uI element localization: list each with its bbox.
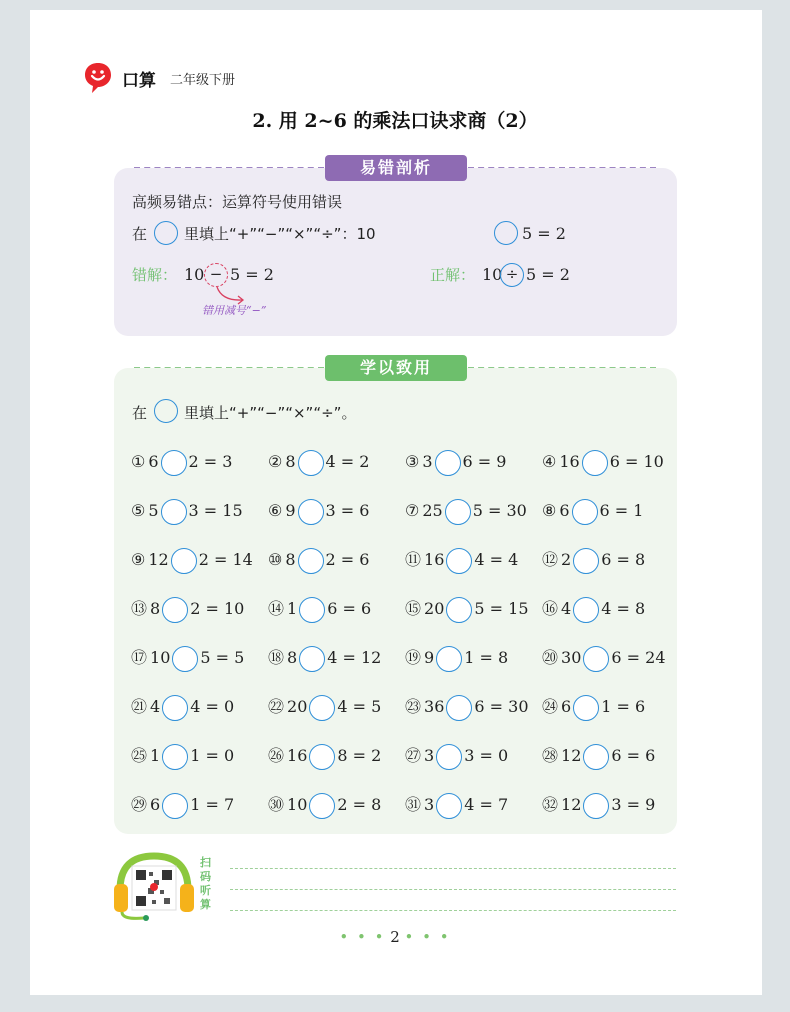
- problem-left-operand: 16: [559, 452, 580, 471]
- answer-circle[interactable]: [171, 548, 197, 574]
- problem-item: [405, 498, 527, 524]
- problem-number: ⑪: [405, 550, 422, 569]
- problem-item: [542, 596, 645, 622]
- problem-item: [268, 449, 369, 475]
- problem-number: ④: [542, 452, 557, 471]
- problem-right-side: 6 = 6: [327, 599, 372, 618]
- problem-number: ㉔: [542, 697, 559, 716]
- problem-left-operand: 10: [150, 648, 171, 667]
- answer-circle[interactable]: [298, 450, 324, 476]
- problem-left-operand: 3: [422, 452, 433, 471]
- wrong-left: 10: [184, 265, 205, 284]
- problem-left-operand: 16: [424, 550, 445, 569]
- practice-tag: 学以致用: [325, 355, 467, 381]
- answer-circle[interactable]: [162, 744, 188, 770]
- book-title: 口算: [122, 70, 156, 91]
- writing-line: [230, 868, 676, 869]
- answer-circle[interactable]: [572, 499, 598, 525]
- problem-item: [542, 449, 664, 475]
- lesson-title: 2. 用 2~6 的乘法口诀求商（2）: [252, 110, 538, 132]
- problem-right-side: 1 = 6: [601, 697, 646, 716]
- problem-right-side: 2 = 6: [325, 550, 370, 569]
- problem-left-operand: 3: [424, 746, 435, 765]
- problem-number: ㉘: [542, 746, 559, 765]
- problem-right-side: 2 = 8: [337, 795, 382, 814]
- problem-item: [542, 694, 645, 720]
- problem-item: [268, 694, 381, 720]
- problem-item: [268, 596, 371, 622]
- wrong-label: 错解：: [132, 266, 178, 284]
- problem-number: ⑦: [405, 501, 420, 520]
- problem-number: ㉕: [131, 746, 148, 765]
- problem-item: [131, 547, 253, 573]
- problem-left-operand: 12: [148, 550, 169, 569]
- problem-item: [405, 596, 529, 622]
- smiley-logo-icon: [84, 62, 112, 94]
- problem-right-side: 6 = 1: [599, 501, 644, 520]
- answer-circle[interactable]: [583, 646, 609, 672]
- problem-item: [405, 547, 518, 573]
- answer-circle[interactable]: [583, 793, 609, 819]
- answer-circle[interactable]: [309, 793, 335, 819]
- problem-right-side: 4 = 8: [601, 599, 646, 618]
- problem-item: [542, 792, 655, 818]
- problem-number: ⑫: [542, 550, 559, 569]
- problem-number: ㉓: [405, 697, 422, 716]
- problem-left-operand: 6: [561, 697, 572, 716]
- problem-left-operand: 4: [561, 599, 572, 618]
- problem-item: [131, 449, 232, 475]
- problem-right-side: 6 = 30: [474, 697, 529, 716]
- problem-item: [268, 498, 369, 524]
- instruction-prefix: 在: [132, 225, 148, 243]
- problem-number: ㉙: [131, 795, 148, 814]
- problem-number: ⑧: [542, 501, 557, 520]
- page-number-value: 2: [390, 928, 400, 946]
- instruction-tail: 5 = 2: [522, 224, 566, 243]
- problem-right-side: 6 = 6: [611, 746, 656, 765]
- problem-right-side: 4 = 5: [337, 697, 382, 716]
- answer-circle[interactable]: [446, 548, 472, 574]
- wrong-op-circle: −: [204, 263, 228, 287]
- problem-right-side: 4 = 0: [190, 697, 235, 716]
- problem-item: [542, 498, 643, 524]
- problem-number: ⑥: [268, 501, 283, 520]
- answer-circle[interactable]: [309, 744, 335, 770]
- problem-item: [131, 596, 244, 622]
- problem-item: [405, 694, 529, 720]
- answer-circle[interactable]: [582, 450, 608, 476]
- problem-right-side: 3 = 15: [188, 501, 243, 520]
- problem-number: ③: [405, 452, 420, 471]
- answer-circle[interactable]: [162, 793, 188, 819]
- problem-left-operand: 1: [150, 746, 161, 765]
- problem-right-side: 3 = 0: [464, 746, 509, 765]
- error-point: 高频易错点：运算符号使用错误: [132, 193, 343, 211]
- problem-right-side: 8 = 2: [337, 746, 382, 765]
- problem-left-operand: 9: [285, 501, 296, 520]
- right-right: 5 = 2: [526, 265, 570, 284]
- problem-number: ②: [268, 452, 283, 471]
- problem-right-side: 5 = 15: [474, 599, 529, 618]
- problem-right-side: 3 = 9: [611, 795, 656, 814]
- problem-number: ⑩: [268, 550, 283, 569]
- answer-circle[interactable]: [436, 646, 462, 672]
- problem-right-side: 4 = 4: [474, 550, 519, 569]
- problem-item: [268, 743, 381, 769]
- writing-line: [230, 910, 676, 911]
- problem-number: ⑮: [405, 599, 422, 618]
- problem-number: ㉚: [268, 795, 285, 814]
- problem-left-operand: 6: [148, 452, 159, 471]
- problem-item: [131, 792, 234, 818]
- problem-number: ㉗: [405, 746, 422, 765]
- problem-left-operand: 20: [287, 697, 308, 716]
- problem-number: ⑲: [405, 648, 422, 667]
- problem-right-side: 2 = 14: [198, 550, 253, 569]
- problem-right-side: 1 = 8: [464, 648, 509, 667]
- problem-left-operand: 6: [150, 795, 161, 814]
- problem-right-side: 4 = 7: [464, 795, 509, 814]
- problem-right-side: 6 = 9: [462, 452, 507, 471]
- problem-number: ⑯: [542, 599, 559, 618]
- problem-item: [405, 743, 508, 769]
- problem-left-operand: 8: [285, 452, 296, 471]
- problem-left-operand: 1: [287, 599, 298, 618]
- problem-left-operand: 4: [150, 697, 161, 716]
- blank-circle[interactable]: [154, 399, 178, 423]
- answer-circle[interactable]: [162, 597, 188, 623]
- problem-number: ⑭: [268, 599, 285, 618]
- problem-right-side: 6 = 8: [601, 550, 646, 569]
- problem-item: [131, 694, 234, 720]
- problem-left-operand: 20: [424, 599, 445, 618]
- problem-number: ⑨: [131, 550, 146, 569]
- answer-circle[interactable]: [299, 646, 325, 672]
- answer-circle[interactable]: [309, 695, 335, 721]
- answer-circle[interactable]: [298, 499, 324, 525]
- grade-label: 二年级下册: [170, 72, 236, 88]
- answer-circle[interactable]: [436, 744, 462, 770]
- answer-circle[interactable]: [161, 499, 187, 525]
- problem-number: ⑳: [542, 648, 559, 667]
- problem-left-operand: 16: [287, 746, 308, 765]
- answer-circle[interactable]: [435, 450, 461, 476]
- problem-left-operand: 8: [285, 550, 296, 569]
- answer-circle[interactable]: [446, 597, 472, 623]
- problem-left-operand: 12: [561, 746, 582, 765]
- answer-circle[interactable]: [573, 548, 599, 574]
- problem-item: [131, 743, 234, 769]
- answer-circle[interactable]: [573, 597, 599, 623]
- problem-item: [542, 547, 645, 573]
- problem-number: ㉑: [131, 697, 148, 716]
- answer-circle[interactable]: [583, 744, 609, 770]
- problem-number: ①: [131, 452, 146, 471]
- answer-circle[interactable]: [446, 695, 472, 721]
- book-header: [84, 62, 235, 94]
- problem-right-side: 3 = 6: [325, 501, 370, 520]
- error-note: 错用减号“−”: [202, 304, 267, 317]
- problem-left-operand: 12: [561, 795, 582, 814]
- problem-left-operand: 36: [424, 697, 445, 716]
- problem-item: [268, 792, 381, 818]
- practice-instruction: 里填上“+”“−”“×”“÷”。: [184, 404, 357, 422]
- dots-left-icon: • • •: [339, 928, 386, 946]
- problem-left-operand: 8: [287, 648, 298, 667]
- answer-circle[interactable]: [436, 793, 462, 819]
- problem-left-operand: 5: [148, 501, 159, 520]
- error-analysis-tag: 易错剖析: [325, 155, 467, 181]
- problem-number: ㉛: [405, 795, 422, 814]
- problem-number: ⑬: [131, 599, 148, 618]
- dots-right-icon: • • •: [404, 928, 451, 946]
- problem-item: [268, 645, 381, 671]
- answer-circle[interactable]: [299, 597, 325, 623]
- problem-number: ㉖: [268, 746, 285, 765]
- problem-right-side: 6 = 24: [611, 648, 666, 667]
- problem-item: [405, 792, 508, 818]
- problem-item: [542, 743, 655, 769]
- headphone-qr-icon: [114, 850, 194, 922]
- problem-left-operand: 2: [561, 550, 572, 569]
- wrong-right: 5 = 2: [230, 265, 274, 284]
- problem-right-side: 1 = 0: [190, 746, 235, 765]
- answer-circle[interactable]: [172, 646, 198, 672]
- problem-right-side: 6 = 10: [609, 452, 664, 471]
- problem-number: ⑰: [131, 648, 148, 667]
- problem-right-side: 2 = 3: [188, 452, 233, 471]
- practice-instruction-prefix: 在: [132, 404, 148, 422]
- problem-number: ⑤: [131, 501, 146, 520]
- problem-right-side: 1 = 7: [190, 795, 235, 814]
- answer-circle[interactable]: [298, 548, 324, 574]
- blank-circle[interactable]: [494, 221, 518, 245]
- answer-circle[interactable]: [573, 695, 599, 721]
- blank-circle[interactable]: [154, 221, 178, 245]
- right-op-circle: ÷: [500, 263, 524, 287]
- scan-label: 扫码听算: [200, 856, 211, 911]
- problem-right-side: 4 = 12: [327, 648, 382, 667]
- answer-circle[interactable]: [445, 499, 471, 525]
- problem-right-side: 5 = 30: [472, 501, 527, 520]
- right-left: 10: [482, 265, 503, 284]
- answer-circle[interactable]: [162, 695, 188, 721]
- problem-item: [405, 645, 508, 671]
- problem-left-operand: 25: [422, 501, 443, 520]
- problem-number: ㉜: [542, 795, 559, 814]
- problem-left-operand: 3: [424, 795, 435, 814]
- problem-item: [131, 498, 243, 524]
- answer-circle[interactable]: [161, 450, 187, 476]
- problem-right-side: 2 = 10: [190, 599, 245, 618]
- problem-item: [268, 547, 369, 573]
- instruction-text: 里填上“+”“−”“×”“÷”：10: [184, 225, 376, 243]
- problem-item: [131, 645, 244, 671]
- problem-left-operand: 10: [287, 795, 308, 814]
- problem-number: ㉒: [268, 697, 285, 716]
- problem-left-operand: 30: [561, 648, 582, 667]
- page-number: [0, 928, 790, 946]
- right-label: 正解：: [430, 266, 476, 284]
- problem-left-operand: 8: [150, 599, 161, 618]
- problem-right-side: 5 = 5: [200, 648, 245, 667]
- problem-left-operand: 9: [424, 648, 435, 667]
- problem-item: [405, 449, 506, 475]
- problem-item: [542, 645, 666, 671]
- problem-number: ⑱: [268, 648, 285, 667]
- problem-left-operand: 6: [559, 501, 570, 520]
- writing-line: [230, 889, 676, 890]
- problem-right-side: 4 = 2: [325, 452, 370, 471]
